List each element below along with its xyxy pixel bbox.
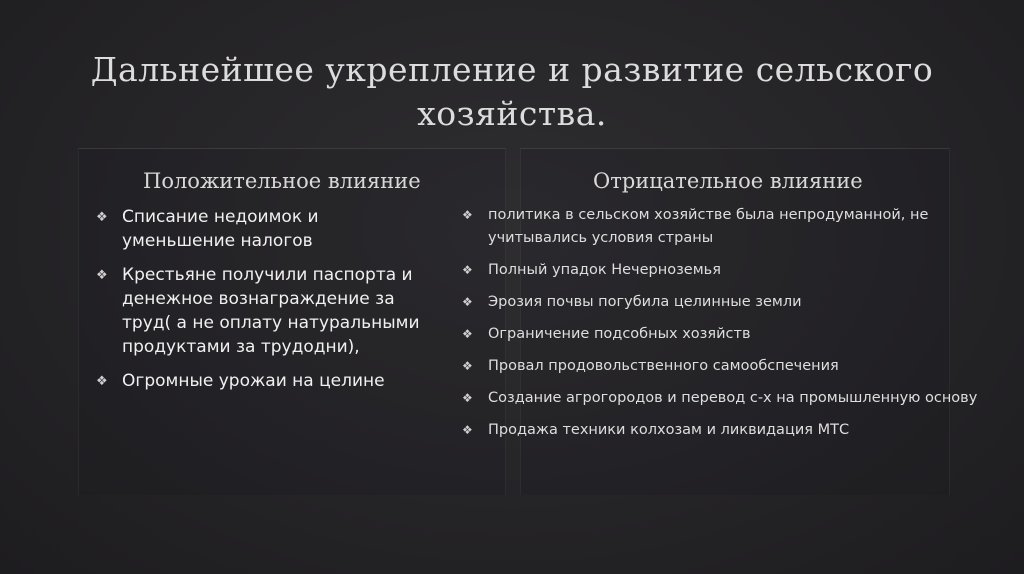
list-item-text: Продажа техники колхозам и ликвидация МТС <box>488 422 850 438</box>
diamond-bullet-icon: ❖ <box>96 268 108 283</box>
list-item <box>462 323 982 346</box>
positive-header: Положительное влияние <box>143 169 421 193</box>
list-item-text: Списание недоимок и уменьшение налогов <box>122 207 319 251</box>
diamond-bullet-icon: ❖ <box>462 208 473 222</box>
diamond-bullet-icon: ❖ <box>462 295 473 309</box>
list-item <box>96 369 436 393</box>
negative-header: Отрицательное влияние <box>593 169 863 193</box>
diamond-bullet-icon: ❖ <box>96 210 108 225</box>
diamond-bullet-icon: ❖ <box>96 374 108 389</box>
diamond-bullet-icon: ❖ <box>462 423 473 437</box>
list-item <box>462 204 982 250</box>
list-item <box>462 419 982 442</box>
diamond-bullet-icon: ❖ <box>462 327 473 341</box>
list-item-text: Эрозия почвы погубила целинные земли <box>488 294 802 310</box>
list-item-text: политика в сельском хозяйстве была непродуманной, не учитывались условия страны <box>488 207 929 246</box>
diamond-bullet-icon: ❖ <box>462 263 473 277</box>
list-item-text: Полный упадок Нечерноземья <box>488 262 721 278</box>
diamond-bullet-icon: ❖ <box>462 359 473 373</box>
list-item <box>462 387 982 410</box>
list-item <box>462 291 982 314</box>
list-item <box>462 259 982 282</box>
slide-title: Дальнейшее укрепление и развитие сельского хозяйства. <box>90 50 934 133</box>
list-item-text: Провал продовольственного самообспечения <box>488 358 839 374</box>
list-item <box>462 355 982 378</box>
list-item <box>96 263 436 359</box>
list-item-text: Огромные урожаи на целине <box>122 371 385 391</box>
negative-list <box>462 204 982 451</box>
list-item-text: Крестьяне получили паспорта и денежное вознаграждение за труд( а не оплату натуральными продуктами за трудодни), <box>122 265 420 357</box>
list-item <box>96 205 436 253</box>
positive-list <box>96 205 436 403</box>
list-item-text: Создание агрогородов и перевод с-х на промышленную основу <box>488 390 978 406</box>
diamond-bullet-icon: ❖ <box>462 391 473 405</box>
list-item-text: Ограничение подсобных хозяйств <box>488 326 751 342</box>
